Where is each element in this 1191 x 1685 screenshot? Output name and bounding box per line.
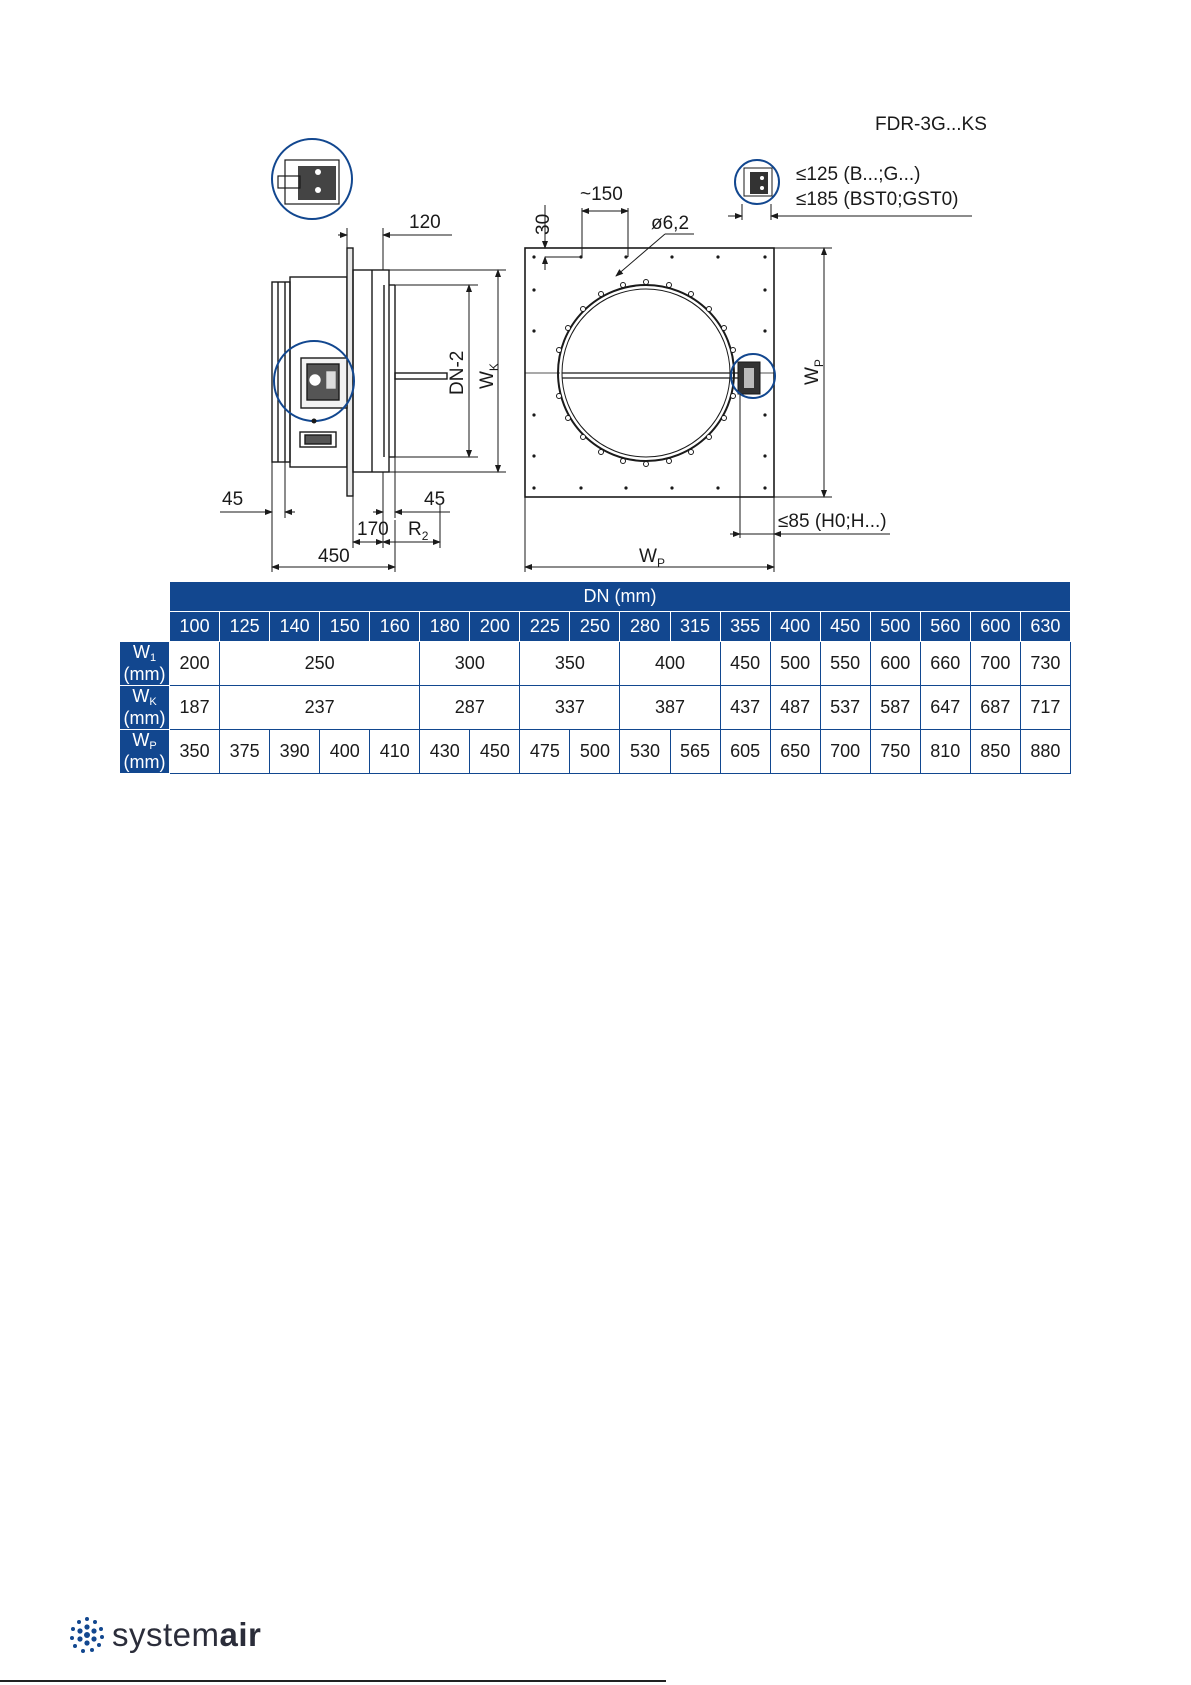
- dim-170: 170: [357, 519, 389, 540]
- table-cell: 700: [970, 642, 1020, 686]
- dim-450: 450: [318, 546, 350, 567]
- table-cell: 650: [770, 730, 820, 774]
- table-cell: 387: [620, 686, 720, 730]
- dn-cell: 600: [970, 612, 1020, 642]
- dn-cell: 560: [920, 612, 970, 642]
- dn-cell: 500: [870, 612, 920, 642]
- table-cell: 717: [1020, 686, 1070, 730]
- table-cell: 500: [570, 730, 620, 774]
- table-cell: 537: [820, 686, 870, 730]
- table-cell: 647: [920, 686, 970, 730]
- logo-dots-icon: [68, 1614, 106, 1656]
- table-cell: 390: [270, 730, 320, 774]
- table-cell: 605: [720, 730, 770, 774]
- dn-cell: 400: [770, 612, 820, 642]
- technical-drawing: [0, 0, 1191, 570]
- table-cell: 375: [220, 730, 270, 774]
- footer-rule: [0, 1680, 666, 1682]
- table-cell: 450: [720, 642, 770, 686]
- table-cell: 410: [370, 730, 420, 774]
- table-cell: 660: [920, 642, 970, 686]
- dn-cell: 450: [820, 612, 870, 642]
- table-cell: 750: [870, 730, 920, 774]
- logo-text: systemair: [112, 1616, 262, 1653]
- table-cell: 550: [820, 642, 870, 686]
- table-cell: 565: [670, 730, 720, 774]
- dim-wp-vertical: [802, 359, 826, 385]
- detail-circle-top: [272, 139, 352, 219]
- table-cell: 337: [520, 686, 620, 730]
- table-cell: 200: [170, 642, 220, 686]
- dn-cell: 150: [320, 612, 370, 642]
- dn-cell: 140: [270, 612, 320, 642]
- dim-wk: [477, 363, 501, 389]
- dim-le125: ≤125 (B...;G...): [796, 164, 921, 185]
- table-row: [120, 642, 1071, 686]
- dn-cell: 630: [1020, 612, 1070, 642]
- dn-cell: 200: [470, 612, 520, 642]
- table-header-dn: DN (mm): [170, 582, 1071, 612]
- table-cell: 250: [220, 642, 420, 686]
- dim-150: ~150: [580, 184, 623, 205]
- model-label: FDR-3G...KS: [875, 114, 987, 135]
- systemair-logo: [68, 1612, 261, 1658]
- table-cell: 487: [770, 686, 820, 730]
- table-cell: 530: [620, 730, 670, 774]
- table-cell: 850: [970, 730, 1020, 774]
- table-corner: [120, 612, 170, 642]
- table-cell: 400: [320, 730, 370, 774]
- row-label: $W_P$ (mm): [120, 730, 170, 774]
- dim-le85: ≤85 (H0;H...): [778, 511, 887, 532]
- dimension-table: [119, 581, 1071, 774]
- dim-phi: ø6,2: [651, 213, 690, 234]
- table-cell: 287: [420, 686, 520, 730]
- row-label: $W_1$ (mm): [120, 642, 170, 686]
- table-cell: 450: [470, 730, 520, 774]
- table-cell: 810: [920, 730, 970, 774]
- table-cell: 430: [420, 730, 470, 774]
- dn-cell: 250: [570, 612, 620, 642]
- row-label: $W_K$ (mm): [120, 686, 170, 730]
- svg-text:WP: $W_P$: [802, 359, 826, 385]
- table-cell: 600: [870, 642, 920, 686]
- dn-cell: 100: [170, 612, 220, 642]
- dim-45-left: 45: [222, 489, 244, 510]
- table-cell: 730: [1020, 642, 1070, 686]
- table-cell: 187: [170, 686, 220, 730]
- table-cell: 500: [770, 642, 820, 686]
- table-cell: 687: [970, 686, 1020, 730]
- detail-circle-small: [735, 160, 779, 204]
- table-cell: 437: [720, 686, 770, 730]
- dn-cell: 180: [420, 612, 470, 642]
- table-cell: 587: [870, 686, 920, 730]
- table-cell: 880: [1020, 730, 1070, 774]
- table-cell: 400: [620, 642, 720, 686]
- dim-dn-2: DN-2: [447, 350, 468, 395]
- table-row: [120, 730, 1071, 774]
- dim-120: 120: [409, 212, 441, 233]
- dn-cell: 125: [220, 612, 270, 642]
- table-cell: 237: [220, 686, 420, 730]
- table-cell: 475: [520, 730, 570, 774]
- table-cell: 700: [820, 730, 870, 774]
- table-cell: 300: [420, 642, 520, 686]
- table-cell: 350: [520, 642, 620, 686]
- dn-cell: 225: [520, 612, 570, 642]
- dim-45-right: 45: [424, 489, 446, 510]
- svg-text:WK: $W_K$: [477, 363, 501, 389]
- dn-cell: 315: [670, 612, 720, 642]
- front-view: [525, 248, 774, 497]
- dim-wp-horizontal: $W_P$: [639, 546, 665, 570]
- dim-r2: $R_2$: [408, 519, 429, 543]
- dim-30: 30: [533, 213, 554, 235]
- table-cell: 350: [170, 730, 220, 774]
- table-row: [120, 686, 1071, 730]
- dn-cell: 280: [620, 612, 670, 642]
- dn-cell: 355: [720, 612, 770, 642]
- table-corner: [120, 582, 170, 612]
- dn-cell: 160: [370, 612, 420, 642]
- dim-le185: ≤185 (BST0;GST0): [796, 189, 959, 210]
